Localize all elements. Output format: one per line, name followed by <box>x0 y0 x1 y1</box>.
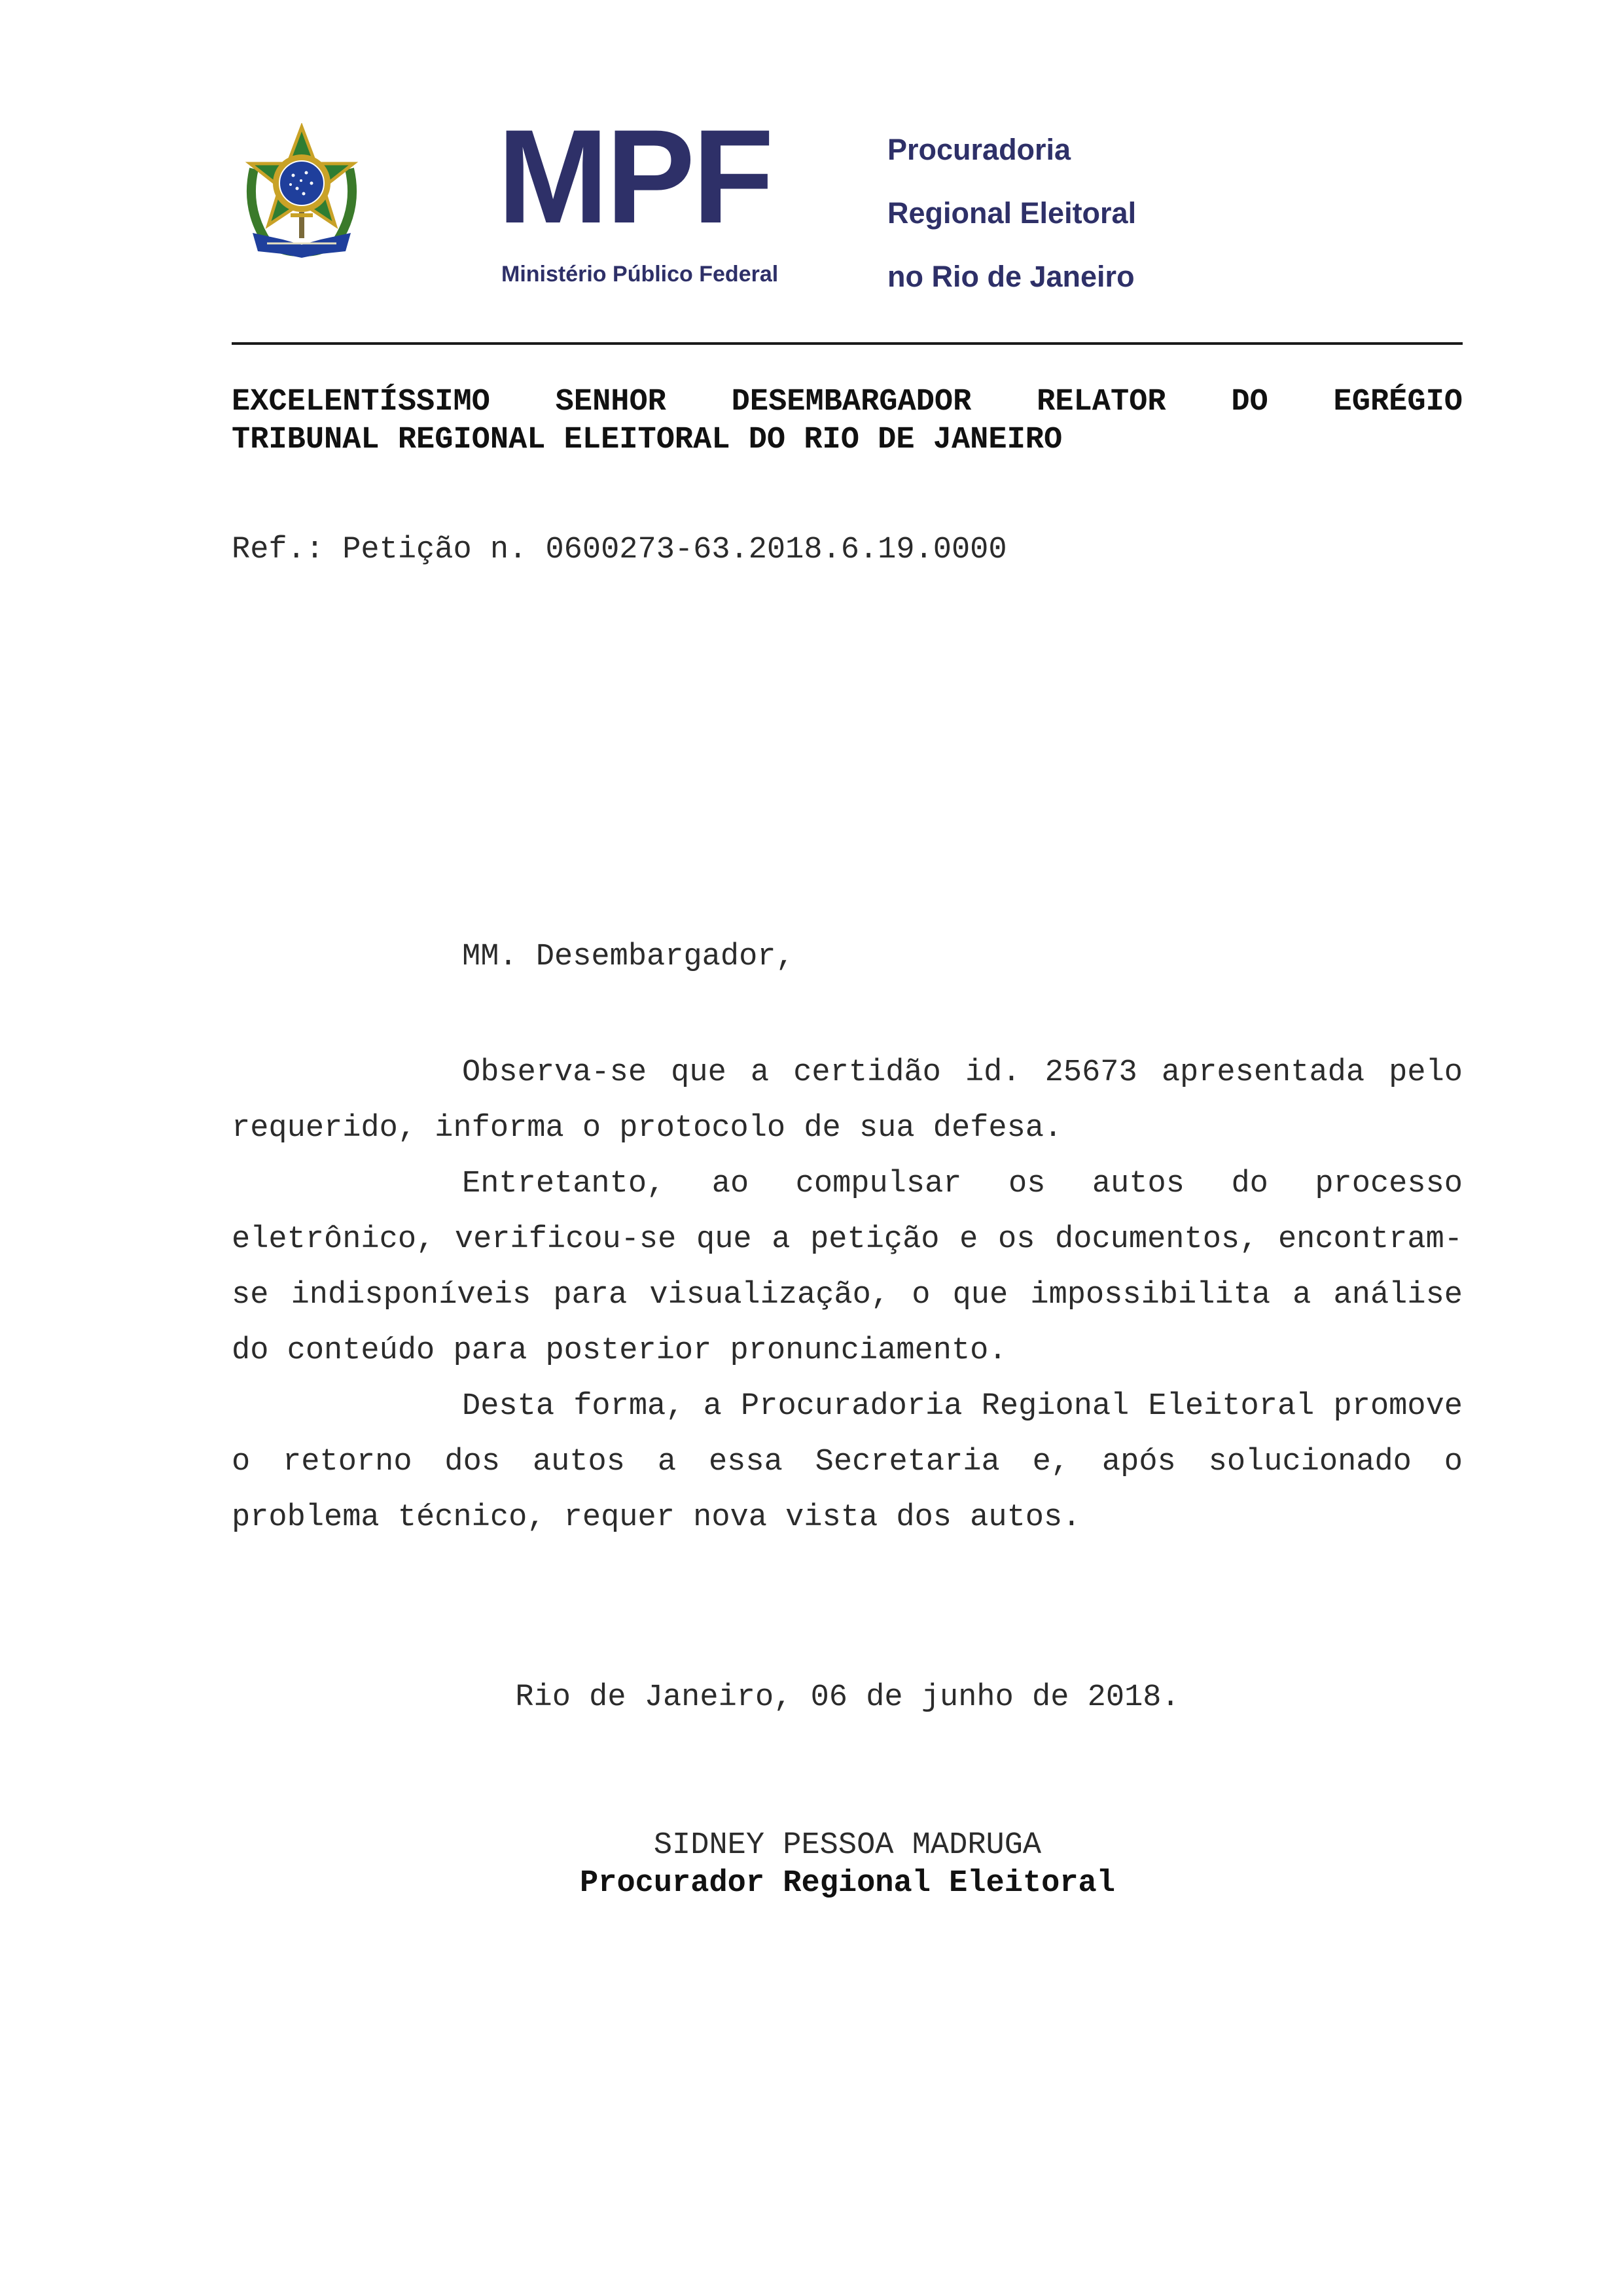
header-divider <box>232 342 1463 345</box>
letter-body <box>232 1045 1463 1545</box>
signer-title: Procurador Regional Eleitoral <box>580 1866 1115 1901</box>
addressee-word: EGRÉGIO <box>1333 385 1463 419</box>
body-paragraph: Desta forma, a Procuradoria Regional Eleitoral promove o retorno dos autos a essa Secretaria e, após solucionado o problema técnico, requer nova vista dos autos. <box>232 1389 1463 1535</box>
addressee-word: RELATOR <box>1037 385 1166 419</box>
addressee-word: SENHOR <box>555 385 666 419</box>
signature-block <box>0 1827 1623 1903</box>
addressee <box>232 383 1463 459</box>
addressee-line-2: TRIBUNAL REGIONAL ELEITORAL DO RIO DE JANEIRO <box>232 423 1063 457</box>
mpf-subtitle: Ministério Público Federal <box>501 262 779 287</box>
institution-line: Procuradoria <box>887 133 1071 166</box>
addressee-word: EXCELENTÍSSIMO <box>232 385 490 419</box>
addressee-word: DESEMBARGADOR <box>731 385 972 419</box>
institution-line: Regional Eleitoral <box>887 196 1137 230</box>
salutation: MM. Desembargador, <box>462 940 794 974</box>
signer-name: SIDNEY PESSOA MADRUGA <box>653 1828 1042 1863</box>
institution-line: no Rio de Janeiro <box>887 260 1135 293</box>
body-paragraph: Entretanto, ao compulsar os autos do processo eletrônico, verificou-se que a petição e os documentos, encontram-se indisponíveis para visualização, o que impossibilita a análise do conteúdo para posterior pronunciamento. <box>232 1167 1463 1368</box>
date-line: Rio de Janeiro, 06 de junho de 2018. <box>515 1680 1180 1715</box>
mpf-logo: MPF <box>497 102 772 251</box>
addressee-line-1 <box>232 383 1463 421</box>
body-paragraph: Observa-se que a certidão id. 25673 apresentada pelo requerido, informa o protocolo de sua defesa. <box>232 1055 1463 1146</box>
institution-name <box>887 118 1136 308</box>
addressee-word: DO <box>1231 385 1268 419</box>
brazil-coat-of-arms-icon <box>241 123 363 263</box>
petition-reference: Ref.: Petição n. 0600273-63.2018.6.19.0000 <box>232 533 1007 567</box>
